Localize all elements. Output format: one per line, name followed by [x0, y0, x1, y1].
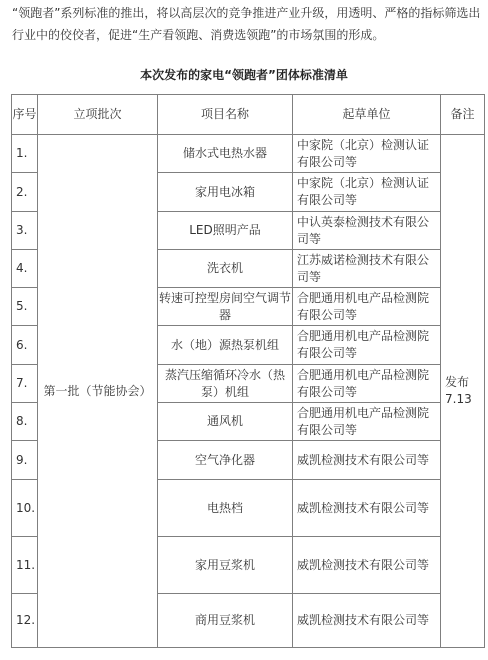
standards-table — [11, 94, 485, 648]
row-index: 9. — [12, 441, 38, 480]
row-drafting-unit: 中家院（北京）检测认证有限公司等 — [293, 173, 441, 212]
header-batch: 立项批次 — [38, 95, 158, 135]
row-drafting-unit: 江苏威诺检测技术有限公司等 — [293, 250, 441, 288]
row-project-name: 电热档 — [158, 480, 293, 537]
row-index: 1. — [12, 135, 38, 173]
row-project-name: 家用电冰箱 — [158, 173, 293, 212]
row-drafting-unit: 威凯检测技术有限公司等 — [293, 594, 441, 648]
row-drafting-unit: 合肥通用机电产品检测院有限公司等 — [293, 403, 441, 441]
row-drafting-unit: 合肥通用机电产品检测院有限公司等 — [293, 326, 441, 365]
row-project-name: 家用豆浆机 — [158, 537, 293, 594]
row-project-name: 储水式电热水器 — [158, 135, 293, 173]
row-drafting-unit: 威凯检测技术有限公司等 — [293, 441, 441, 480]
row-drafting-unit: 威凯检测技术有限公司等 — [293, 480, 441, 537]
row-index: 11. — [12, 537, 38, 594]
header-note: 备注 — [441, 95, 485, 135]
batch-cell: 第一批（节能协会） — [38, 135, 158, 648]
row-index: 2. — [12, 173, 38, 212]
row-project-name: 商用豆浆机 — [158, 594, 293, 648]
row-index: 10. — [12, 480, 38, 537]
header-index: 序号 — [12, 95, 38, 135]
intro-paragraph: “领跑者”系列标准的推出，将以高层次的竞争推进产业升级，用透明、严格的指标筛选出行业中的佼佼者，促进“生产看领跑、消费选领跑”的市场氛围的形成。 — [12, 6, 481, 42]
row-drafting-unit: 合肥通用机电产品检测院有限公司等 — [293, 365, 441, 403]
row-drafting-unit: 合肥通用机电产品检测院有限公司等 — [293, 288, 441, 326]
row-index: 6. — [12, 326, 38, 365]
row-index: 12. — [12, 594, 38, 648]
table-row — [12, 135, 485, 173]
row-drafting-unit: 中家院（北京）检测认证有限公司等 — [293, 135, 441, 173]
table-title: 本次发布的家电“领跑者”团体标准清单 — [140, 68, 348, 82]
row-project-name: 转速可控型房间空气调节器 — [158, 288, 293, 326]
header-name: 项目名称 — [158, 95, 293, 135]
row-drafting-unit: 中认英泰检测技术有限公司等 — [293, 212, 441, 250]
row-project-name: 空气净化器 — [158, 441, 293, 480]
row-project-name: LED照明产品 — [158, 212, 293, 250]
row-index: 4. — [12, 250, 38, 288]
note-cell: 发布7.13 — [441, 135, 485, 648]
header-unit: 起草单位 — [293, 95, 441, 135]
row-drafting-unit: 威凯检测技术有限公司等 — [293, 537, 441, 594]
row-index: 7. — [12, 365, 38, 403]
table-header-row — [12, 95, 485, 135]
row-project-name: 洗衣机 — [158, 250, 293, 288]
row-project-name: 水（地）源热泵机组 — [158, 326, 293, 365]
row-project-name: 通风机 — [158, 403, 293, 441]
row-index: 8. — [12, 403, 38, 441]
row-index: 3. — [12, 212, 38, 250]
row-project-name: 蒸汽压缩循环冷水（热泵）机组 — [158, 365, 293, 403]
row-index: 5. — [12, 288, 38, 326]
